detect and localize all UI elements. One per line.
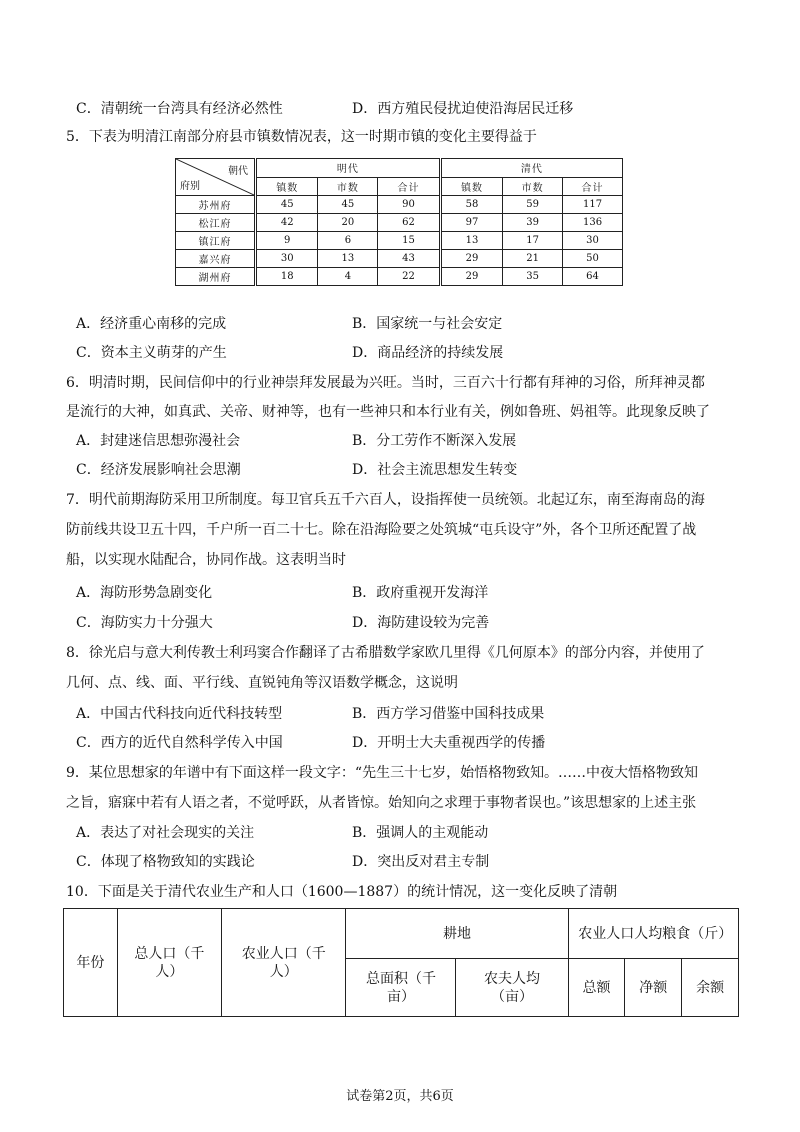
cell: 117 <box>563 196 623 214</box>
cell: 62 <box>378 214 440 232</box>
cell: 90 <box>378 196 440 214</box>
cell: 45 <box>318 196 378 214</box>
cell: 21 <box>503 250 563 268</box>
cell: 4 <box>318 268 378 286</box>
q7-option-a: A．海防形势急剧变化 <box>76 585 213 601</box>
cell: 13 <box>318 250 378 268</box>
row-label: 苏州府 <box>176 196 256 214</box>
cell: 64 <box>563 268 623 286</box>
q9-option-a: A．表达了对社会现实的关注 <box>76 825 255 841</box>
table-row <box>176 196 623 214</box>
corner-top-label: 朝代 <box>228 166 248 177</box>
header-agri-population-text: 农业人口（千人） <box>241 945 326 980</box>
q8-line-2: 几何、点、线、面、平行线、直锐钝角等汉语数学概念，这说明 <box>66 675 458 691</box>
dynasty-header-qing: 清代 <box>440 159 622 178</box>
subhead: 合计 <box>563 177 623 196</box>
q9-line-1: 9．某位思想家的年谱中有下面这样一段文字：“先生三十七岁，始悟格物致知。……中夜大悟格物致知 <box>66 765 699 781</box>
q9-line-2: 之旨，寤寐中若有人语之者，不觉呼跃，从者皆惊。始知向之求理于事物者误也。”该思想家的上述主张 <box>66 795 697 811</box>
q4-option-d: D．西方殖民侵扰迫使沿海居民迁移 <box>352 101 574 117</box>
subhead: 市数 <box>503 177 563 196</box>
q6-line-1: 6．明清时期，民间信仰中的行业神崇拜发展最为兴旺。当时，三百六十行都有拜神的习俗，所拜神灵都 <box>66 375 705 391</box>
header-per-farmer-text: 农夫人均（亩） <box>484 970 541 1005</box>
header-agri-population <box>222 909 346 1017</box>
q8-option-d: D．开明士大夫重视西学的传播 <box>352 735 546 751</box>
header-grain-per-capita <box>568 909 738 959</box>
header-farmland: 耕地 <box>346 909 568 959</box>
q6-option-b: B．分工劳作不断深入发展 <box>352 433 517 449</box>
header-gross: 总额 <box>568 959 625 1017</box>
cell: 58 <box>440 196 502 214</box>
table-row <box>176 232 623 250</box>
q5-table-corner <box>176 159 256 196</box>
subhead: 市数 <box>318 177 378 196</box>
cell: 50 <box>563 250 623 268</box>
q6-option-c: C．经济发展影响社会思潮 <box>76 462 241 478</box>
q8-line-1: 8．徐光启与意大利传教士利玛窦合作翻译了古希腊数学家欧几里得《几何原本》的部分内容，并使用了 <box>66 645 705 661</box>
cell: 42 <box>256 214 318 232</box>
table-row <box>176 250 623 268</box>
cell: 6 <box>318 232 378 250</box>
row-label: 松江府 <box>176 214 256 232</box>
cell: 30 <box>563 232 623 250</box>
header-surplus: 余额 <box>682 959 739 1017</box>
q5-table <box>175 158 623 286</box>
q10-table <box>63 908 739 1017</box>
q9-option-d: D．突出反对君主专制 <box>352 854 490 870</box>
row-label: 嘉兴府 <box>176 250 256 268</box>
q4-option-c: C．清朝统一台湾具有经济必然性 <box>76 101 283 117</box>
q7-option-d: D．海防建设较为完善 <box>352 615 490 631</box>
cell: 43 <box>378 250 440 268</box>
cell: 20 <box>318 214 378 232</box>
q7-line-2: 防前线共设卫五十四，千户所一百二十七。除在沿海险要之处筑城“屯兵设守”外，各个卫所还配置了战 <box>66 522 697 538</box>
q5-stem: 5．下表为明清江南部分府县市镇数情况表，这一时期市镇的变化主要得益于 <box>66 129 537 145</box>
q8-option-a: A．中国古代科技向近代科技转型 <box>76 706 283 722</box>
header-per-farmer <box>456 959 568 1017</box>
q10-stem: 10．下面是关于清代农业生产和人口（1600—1887）的统计情况，这一变化反映了清朝 <box>66 884 618 900</box>
cell: 29 <box>440 268 502 286</box>
cell: 22 <box>378 268 440 286</box>
cell: 18 <box>256 268 318 286</box>
q5-option-d: D．商品经济的持续发展 <box>352 345 504 361</box>
q8-option-c: C．西方的近代自然科学传入中国 <box>76 735 283 751</box>
header-total-population-text: 总人口（千人） <box>134 945 205 980</box>
table-row <box>176 268 623 286</box>
dynasty-header-ming: 明代 <box>256 159 441 178</box>
q8-option-b: B．西方学习借鉴中国科技成果 <box>352 706 545 722</box>
cell: 13 <box>440 232 502 250</box>
subhead: 合计 <box>378 177 440 196</box>
cell: 39 <box>503 214 563 232</box>
q5-option-b: B．国家统一与社会安定 <box>352 316 503 332</box>
q9-option-b: B．强调人的主观能动 <box>352 825 489 841</box>
q5-option-a: A．经济重心南移的完成 <box>76 316 227 332</box>
q7-line-3: 船，以实现水陆配合，协同作战。这表明当时 <box>66 552 346 568</box>
subhead: 镇数 <box>256 177 318 196</box>
row-label: 湖州府 <box>176 268 256 286</box>
page-footer: 试卷第2页，共6页 <box>346 1089 454 1104</box>
header-net: 净额 <box>625 959 682 1017</box>
header-total-area-text: 总面积（千亩） <box>365 970 436 1005</box>
q7-line-1: 7．明代前期海防采用卫所制度。每卫官兵五千六百人，设指挥使一员统领。北起辽东，南至海南岛的海 <box>66 492 705 508</box>
q7-option-c: C．海防实力十分强大 <box>76 615 213 631</box>
cell: 35 <box>503 268 563 286</box>
q5-option-c: C．资本主义萌芽的产生 <box>76 345 227 361</box>
subhead: 镇数 <box>440 177 502 196</box>
header-total-population <box>117 909 221 1017</box>
q7-option-b: B．政府重视开发海洋 <box>352 585 489 601</box>
cell: 30 <box>256 250 318 268</box>
table-row <box>176 214 623 232</box>
q9-option-c: C．体现了格物致知的实践论 <box>76 854 255 870</box>
header-year: 年份 <box>64 909 118 1017</box>
cell: 136 <box>563 214 623 232</box>
cell: 17 <box>503 232 563 250</box>
cell: 45 <box>256 196 318 214</box>
cell: 29 <box>440 250 502 268</box>
q6-line-2: 是流行的大神，如真武、关帝、财神等，也有一些神只和本行业有关，例如鲁班、妈祖等。此现象反映了 <box>66 404 710 420</box>
cell: 59 <box>503 196 563 214</box>
cell: 15 <box>378 232 440 250</box>
cell: 97 <box>440 214 502 232</box>
cell: 9 <box>256 232 318 250</box>
q6-option-d: D．社会主流思想发生转变 <box>352 462 518 478</box>
row-label: 镇江府 <box>176 232 256 250</box>
q6-option-a: A．封建迷信思想弥漫社会 <box>76 433 241 449</box>
header-grain-per-capita-text: 农业人口人均粮食（斤） <box>578 925 733 942</box>
corner-bottom-label: 府别 <box>180 181 200 192</box>
header-total-area <box>346 959 456 1017</box>
